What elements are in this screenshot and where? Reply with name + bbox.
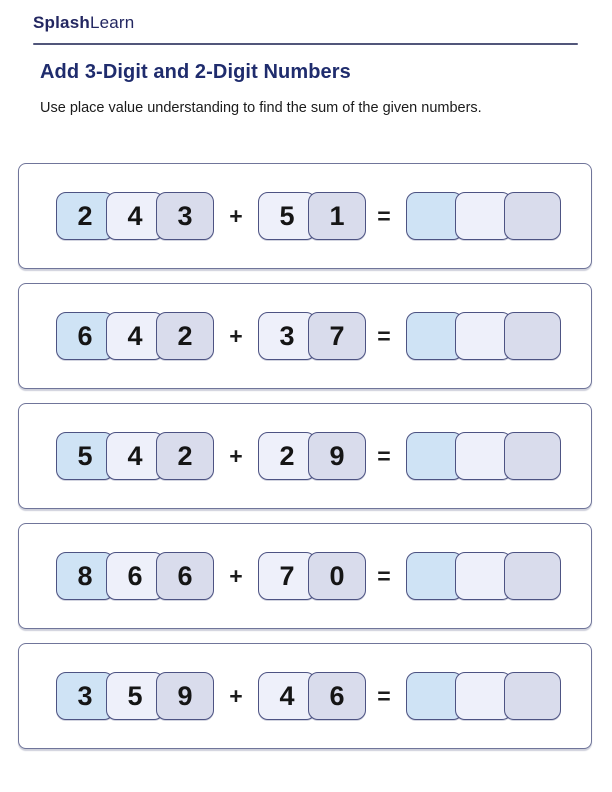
ones-box xyxy=(156,552,214,600)
ones-box xyxy=(308,192,366,240)
ones-box xyxy=(156,192,214,240)
addend1-group xyxy=(56,192,214,240)
problems-list xyxy=(18,163,592,763)
addend1-group xyxy=(56,552,214,600)
plus-sign: + xyxy=(229,442,243,469)
digit: 3 xyxy=(77,680,93,711)
addend2-group xyxy=(258,672,366,720)
equals-sign: = xyxy=(377,442,391,469)
addend1-group xyxy=(56,432,214,480)
digit: 2 xyxy=(177,320,193,351)
problem-row-3 xyxy=(18,403,592,509)
problem-row-4 xyxy=(18,523,592,629)
logo-text-learn: Learn xyxy=(89,13,135,32)
digit: 3 xyxy=(177,200,193,231)
answer-group xyxy=(406,192,561,240)
ones-box xyxy=(156,432,214,480)
digit: 6 xyxy=(77,320,93,351)
answer-ones-box[interactable] xyxy=(504,432,561,480)
digit: 2 xyxy=(279,440,295,471)
plus-sign: + xyxy=(229,682,243,709)
equals-sign: = xyxy=(377,562,391,589)
answer-ones-box[interactable] xyxy=(504,192,561,240)
answer-ones-box[interactable] xyxy=(504,552,561,600)
answer-group xyxy=(406,312,561,360)
equals-sign: = xyxy=(377,322,391,349)
ones-box xyxy=(308,672,366,720)
digit: 2 xyxy=(77,200,93,231)
splashlearn-logo xyxy=(33,13,134,33)
addend2-group xyxy=(258,432,366,480)
digit: 5 xyxy=(77,440,93,471)
digit: 8 xyxy=(77,560,93,591)
digit: 4 xyxy=(279,680,295,711)
digit: 3 xyxy=(279,320,295,351)
equals-sign: = xyxy=(377,202,391,229)
equals-sign: = xyxy=(377,682,391,709)
digit: 1 xyxy=(329,200,345,231)
problem-row-2 xyxy=(18,283,592,389)
plus-sign: + xyxy=(229,322,243,349)
addend1-group xyxy=(56,312,214,360)
answer-group xyxy=(406,552,561,600)
digit: 4 xyxy=(127,440,143,471)
addend2-group xyxy=(258,312,366,360)
ones-box xyxy=(308,312,366,360)
addend2-group xyxy=(258,192,366,240)
digit: 9 xyxy=(329,440,345,471)
header-divider xyxy=(33,43,578,45)
digit: 0 xyxy=(329,560,345,591)
ones-box xyxy=(308,432,366,480)
problem-row-5 xyxy=(18,643,592,749)
digit: 4 xyxy=(127,200,143,231)
answer-ones-box[interactable] xyxy=(504,312,561,360)
digit: 4 xyxy=(127,320,143,351)
addend2-group xyxy=(258,552,366,600)
ones-box xyxy=(156,312,214,360)
instruction-text: Use place value understanding to find the sum of the given numbers. xyxy=(40,100,482,116)
digit: 6 xyxy=(127,560,143,591)
digit: 5 xyxy=(127,680,143,711)
logo-text-splash: Splash xyxy=(33,13,90,32)
answer-group xyxy=(406,432,561,480)
digit: 6 xyxy=(177,560,193,591)
addend1-group xyxy=(56,672,214,720)
digit: 9 xyxy=(177,680,193,711)
digit: 2 xyxy=(177,440,193,471)
page-title: Add 3-Digit and 2-Digit Numbers xyxy=(40,61,351,83)
plus-sign: + xyxy=(229,202,243,229)
digit: 5 xyxy=(279,200,295,231)
answer-ones-box[interactable] xyxy=(504,672,561,720)
plus-sign: + xyxy=(229,562,243,589)
ones-box xyxy=(156,672,214,720)
ones-box xyxy=(308,552,366,600)
answer-group xyxy=(406,672,561,720)
digit: 7 xyxy=(329,320,345,351)
digit: 7 xyxy=(279,560,295,591)
problem-row-1 xyxy=(18,163,592,269)
digit: 6 xyxy=(329,680,345,711)
